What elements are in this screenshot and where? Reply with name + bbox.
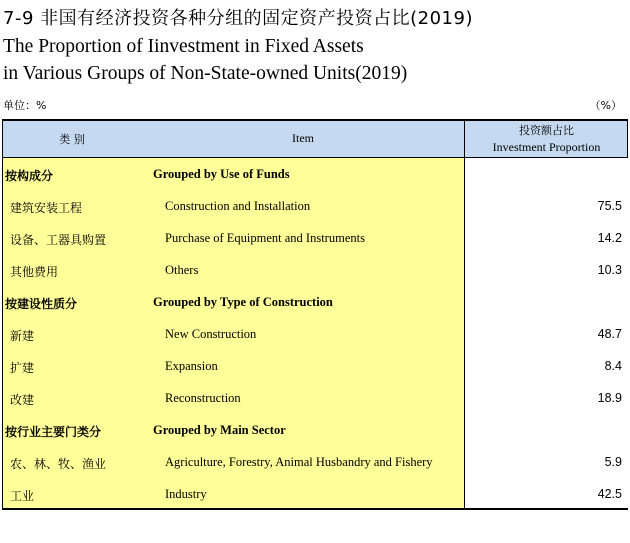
row-value: 18.9 <box>597 391 622 405</box>
title-english-line2: in Various Groups of Non-State-owned Units(2019) <box>3 63 408 84</box>
row-value: 8.4 <box>604 359 622 373</box>
row-category-cn: 扩建 <box>10 361 35 375</box>
header-bottom-rule <box>2 157 628 158</box>
row-category-cn: 按构成分 <box>5 169 54 183</box>
row-value: 75.5 <box>597 199 622 213</box>
table-row <box>2 319 628 351</box>
row-category-en: Grouped by Main Sector <box>153 423 286 437</box>
table-row <box>2 223 628 255</box>
header-category: 类 别 <box>59 133 85 146</box>
row-category-cn: 工业 <box>10 489 35 503</box>
unit-label-right: （%） <box>589 99 622 112</box>
table-row-group <box>2 159 628 191</box>
table-row-group <box>2 415 628 447</box>
row-value: 14.2 <box>597 231 622 245</box>
table-row <box>2 479 628 511</box>
row-category-cn: 农、林、牧、渔业 <box>10 457 107 471</box>
row-category-en: New Construction <box>165 327 257 341</box>
header-proportion-cn: 投资额占比 <box>519 124 574 137</box>
unit-label: 单位：% <box>3 99 47 112</box>
header-item: Item <box>292 131 314 145</box>
row-value: 10.3 <box>597 263 622 277</box>
row-category-en: Purchase of Equipment and Instruments <box>165 231 365 245</box>
row-category-en: Grouped by Use of Funds <box>153 167 290 181</box>
row-value: 42.5 <box>597 487 622 501</box>
header-proportion-en: Investment Proportion <box>492 140 601 154</box>
row-category-cn: 按建设性质分 <box>5 297 78 311</box>
row-category-en: Reconstruction <box>165 391 241 405</box>
title-chinese: 7-9 非国有经济投资各种分组的固定资产投资占比(2019) <box>3 8 473 29</box>
table-top-rule <box>2 119 628 121</box>
table-row <box>2 255 628 287</box>
row-category-en: Agriculture, Forestry, Animal Husbandry and Fishery <box>165 455 433 469</box>
row-category-cn: 按行业主要门类分 <box>5 425 102 439</box>
row-category-cn: 设备、工器具购置 <box>10 233 107 247</box>
row-value: 5.9 <box>604 455 622 469</box>
row-category-cn: 新建 <box>10 329 35 343</box>
data-table <box>2 119 630 510</box>
title-english-line1: The Proportion of Iinvestment in Fixed Assets <box>3 36 364 57</box>
table-row <box>2 351 628 383</box>
table-row <box>2 447 628 479</box>
row-category-en: Grouped by Type of Construction <box>153 295 333 309</box>
table-row <box>2 383 628 415</box>
row-category-en: Expansion <box>165 359 218 373</box>
row-category-cn: 其他费用 <box>10 265 59 279</box>
row-value: 48.7 <box>597 327 622 341</box>
row-category-en: Others <box>165 263 199 277</box>
row-category-en: Industry <box>165 487 207 501</box>
table-row-group <box>2 287 628 319</box>
table-row <box>2 191 628 223</box>
row-category-en: Construction and Installation <box>165 199 311 213</box>
row-category-cn: 建筑安装工程 <box>10 201 83 215</box>
row-category-cn: 改建 <box>10 393 35 407</box>
